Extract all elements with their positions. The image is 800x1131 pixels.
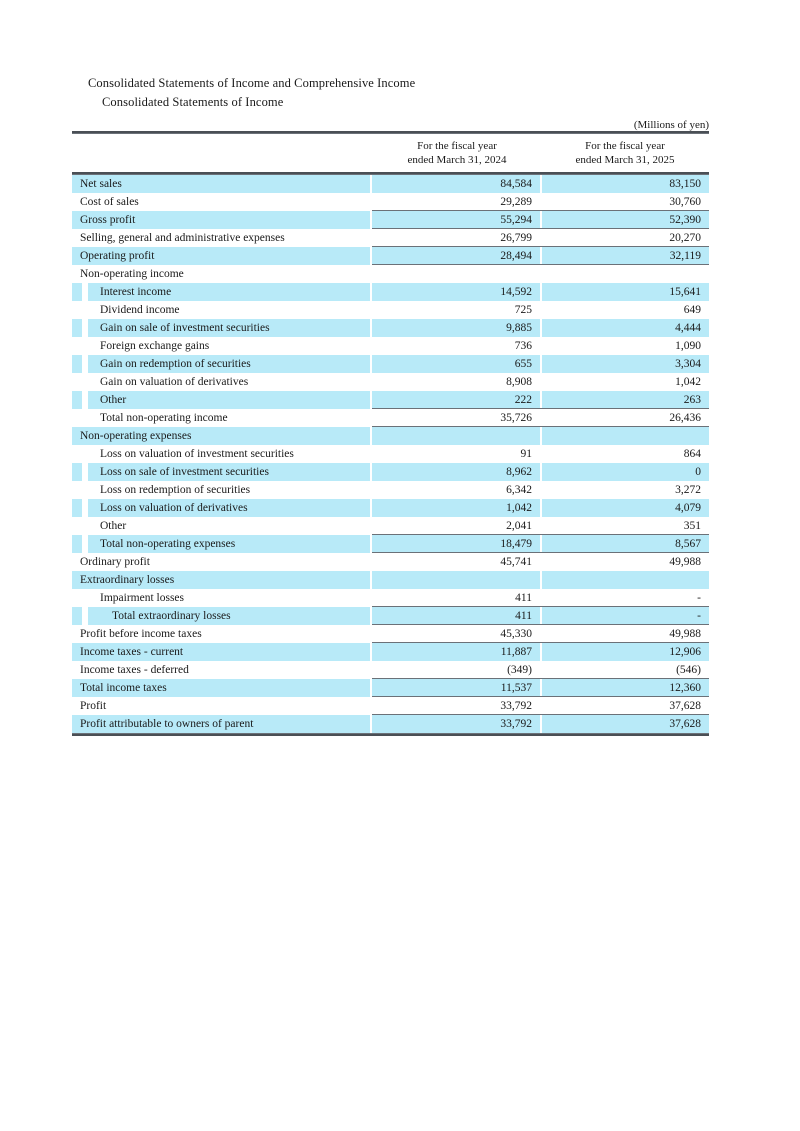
row-value-fy2024: 411 — [515, 592, 532, 604]
table-row — [72, 535, 709, 553]
row-value-fy2025: 49,988 — [669, 556, 701, 568]
table-row — [72, 607, 709, 625]
row-value-fy2025: (546) — [676, 664, 701, 676]
row-value-fy2024: 84,584 — [500, 178, 532, 190]
row-label: Gain on redemption of securities — [100, 358, 251, 370]
indent-notch — [82, 391, 88, 409]
row-value-fy2024: 45,741 — [500, 556, 532, 568]
row-label: Impairment losses — [100, 592, 184, 604]
table-row — [72, 679, 709, 697]
row-label: Profit — [80, 700, 107, 712]
row-label: Total non-operating income — [100, 412, 228, 424]
table-row — [72, 175, 709, 193]
indent-notch — [82, 463, 88, 481]
row-label: Income taxes - deferred — [80, 664, 189, 676]
document-headings — [88, 74, 708, 112]
indent-notch — [82, 319, 88, 337]
row-label: Extraordinary losses — [80, 574, 175, 586]
row-label: Loss on valuation of investment securities — [100, 448, 294, 460]
row-value-fy2025: 263 — [683, 394, 701, 406]
row-value-fy2024: 28,494 — [500, 250, 532, 262]
table-row — [72, 571, 709, 589]
row-value-fy2024: 55,294 — [500, 214, 532, 226]
row-value-fy2024: 222 — [514, 394, 532, 406]
column-header-fy2025-line1: For the fiscal year — [585, 140, 665, 152]
row-value-fy2024: (349) — [507, 664, 532, 676]
table-row — [72, 337, 709, 355]
row-value-fy2025: 32,119 — [669, 250, 701, 262]
units-note: (Millions of yen) — [633, 119, 709, 131]
table-row — [72, 499, 709, 517]
row-label: Operating profit — [80, 250, 155, 262]
table-row — [72, 553, 709, 571]
row-label: Non-operating expenses — [80, 430, 192, 442]
row-label: Gross profit — [80, 214, 136, 226]
table-row — [72, 373, 709, 391]
row-value-fy2025: 26,436 — [669, 412, 701, 424]
row-value-fy2024: 33,792 — [500, 718, 532, 730]
row-label: Cost of sales — [80, 196, 139, 208]
table-row — [72, 481, 709, 499]
row-label: Total non-operating expenses — [100, 538, 236, 550]
row-label: Loss on valuation of derivatives — [100, 502, 248, 514]
table-row — [72, 193, 709, 211]
table-row — [72, 517, 709, 535]
row-value-fy2024: 411 — [515, 610, 532, 622]
table-row — [72, 247, 709, 265]
column-header-fy2024-line2: ended March 31, 2024 — [407, 153, 507, 166]
table-row — [72, 445, 709, 463]
row-value-fy2025 — [542, 571, 701, 589]
row-value-fy2024 — [372, 427, 532, 445]
table-row — [72, 283, 709, 301]
table-row — [72, 265, 709, 283]
row-value-fy2024: 14,592 — [500, 286, 532, 298]
row-value-fy2024: 26,799 — [500, 232, 532, 244]
row-label: Selling, general and administrative expenses — [80, 232, 285, 244]
table-row — [72, 625, 709, 643]
row-value-fy2025: - — [697, 610, 701, 622]
row-value-fy2024: 736 — [514, 340, 532, 352]
table-row — [72, 427, 709, 445]
row-value-fy2024 — [372, 571, 532, 589]
column-header-fy2024-line1: For the fiscal year — [417, 140, 497, 152]
row-value-fy2025: 49,988 — [669, 628, 701, 640]
row-value-fy2025: 20,270 — [669, 232, 701, 244]
row-value-fy2024: 2,041 — [506, 520, 532, 532]
row-label: Interest income — [100, 286, 172, 298]
column-header-fy2025 — [540, 140, 710, 167]
row-value-fy2024: 9,885 — [506, 322, 532, 334]
table-row — [72, 589, 709, 607]
column-header-fy2025-line2: ended March 31, 2025 — [575, 153, 675, 166]
row-value-fy2024: 33,792 — [500, 700, 532, 712]
row-highlight-label — [72, 697, 370, 715]
column-header-fy2024 — [372, 140, 542, 167]
page-title: Consolidated Statements of Income and Comprehensive Income — [88, 76, 416, 90]
row-value-fy2024: 655 — [514, 358, 532, 370]
row-value-fy2025: - — [697, 592, 701, 604]
statement-rows — [72, 175, 709, 733]
row-value-fy2024 — [372, 265, 532, 283]
row-value-fy2024: 11,537 — [500, 682, 532, 694]
table-top-rule — [72, 131, 709, 134]
table-row — [72, 301, 709, 319]
row-value-fy2024: 35,726 — [500, 412, 532, 424]
table-row — [72, 643, 709, 661]
row-value-fy2025: 4,079 — [675, 502, 701, 514]
row-label: Other — [100, 394, 127, 406]
table-bottom-rule — [72, 733, 709, 736]
row-value-fy2025: 12,360 — [669, 682, 701, 694]
row-value-fy2025: 15,641 — [669, 286, 701, 298]
row-value-fy2025: 30,760 — [669, 196, 701, 208]
row-value-fy2025: 1,042 — [675, 376, 701, 388]
row-label: Dividend income — [100, 304, 180, 316]
row-value-fy2025: 3,304 — [675, 358, 701, 370]
row-label: Foreign exchange gains — [100, 340, 210, 352]
row-value-fy2024: 91 — [520, 448, 532, 460]
row-value-fy2024: 11,887 — [500, 646, 532, 658]
indent-notch — [82, 283, 88, 301]
row-label: Ordinary profit — [80, 556, 150, 568]
row-label: Gain on sale of investment securities — [100, 322, 270, 334]
table-row — [72, 391, 709, 409]
row-value-fy2024: 1,042 — [506, 502, 532, 514]
row-value-fy2025: 649 — [683, 304, 701, 316]
row-value-fy2025: 52,390 — [669, 214, 701, 226]
indent-notch — [82, 355, 88, 373]
row-label: Income taxes - current — [80, 646, 184, 658]
row-value-fy2024: 725 — [514, 304, 532, 316]
row-value-fy2025: 12,906 — [669, 646, 701, 658]
row-label: Loss on sale of investment securities — [100, 466, 269, 478]
row-label: Net sales — [80, 178, 122, 190]
indent-notch — [82, 535, 88, 553]
table-row — [72, 715, 709, 733]
table-header — [72, 135, 709, 172]
row-value-fy2025: 4,444 — [675, 322, 701, 334]
table-row — [72, 211, 709, 229]
row-value-fy2024: 45,330 — [500, 628, 532, 640]
table-row — [72, 463, 709, 481]
row-value-fy2025 — [542, 265, 701, 283]
table-row — [72, 319, 709, 337]
table-row — [72, 229, 709, 247]
row-label: Gain on valuation of derivatives — [100, 376, 249, 388]
row-label: Profit attributable to owners of parent — [80, 718, 254, 730]
row-value-fy2025: 1,090 — [675, 340, 701, 352]
row-value-fy2025: 37,628 — [669, 718, 701, 730]
row-value-fy2025: 83,150 — [669, 178, 701, 190]
row-label: Loss on redemption of securities — [100, 484, 251, 496]
row-value-fy2024: 29,289 — [500, 196, 532, 208]
row-value-fy2025: 864 — [683, 448, 701, 460]
row-value-fy2024: 8,962 — [506, 466, 532, 478]
row-value-fy2025: 351 — [683, 520, 701, 532]
table-row — [72, 409, 709, 427]
row-value-fy2024: 18,479 — [500, 538, 532, 550]
row-value-fy2025: 3,272 — [675, 484, 701, 496]
row-value-fy2025 — [542, 427, 701, 445]
row-label: Non-operating income — [80, 268, 184, 280]
row-value-fy2025: 0 — [695, 466, 701, 478]
indent-notch — [82, 499, 88, 517]
row-label: Other — [100, 520, 127, 532]
row-value-fy2025: 8,567 — [675, 538, 701, 550]
row-value-fy2024: 8,908 — [506, 376, 532, 388]
page-subtitle: Consolidated Statements of Income — [102, 95, 284, 109]
row-label: Total income taxes — [80, 682, 167, 694]
table-row — [72, 697, 709, 715]
table-row — [72, 661, 709, 679]
row-label: Profit before income taxes — [80, 628, 202, 640]
indent-notch — [82, 607, 88, 625]
row-label: Total extraordinary losses — [112, 610, 231, 622]
row-value-fy2025: 37,628 — [669, 700, 701, 712]
row-value-fy2024: 6,342 — [506, 484, 532, 496]
table-row — [72, 355, 709, 373]
